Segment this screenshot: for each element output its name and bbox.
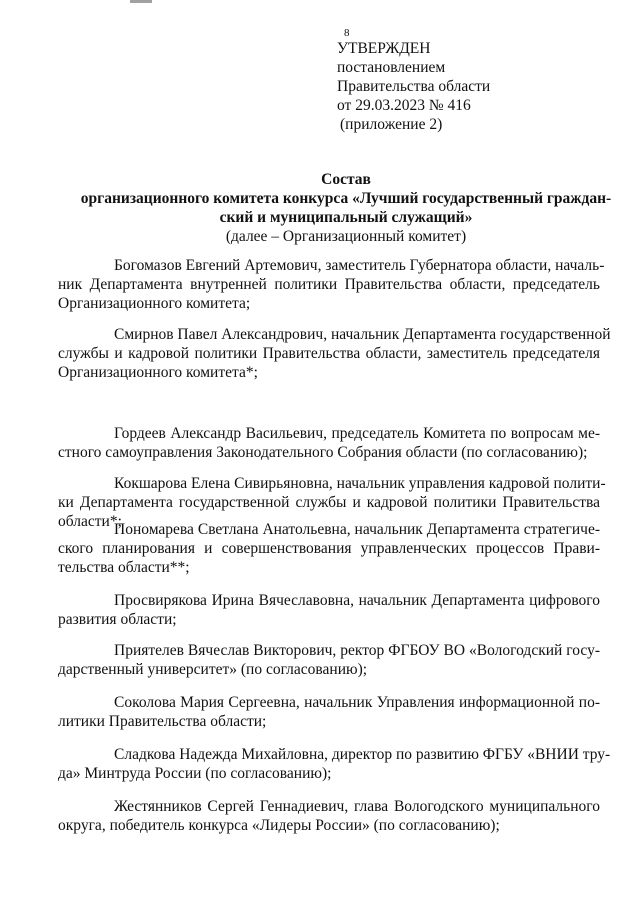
approval-line-appendix: (приложение 2) xyxy=(340,116,443,133)
member-paragraph xyxy=(58,641,600,679)
title-line-1: организационного комитета конкурса «Лучший государственный граждан- xyxy=(80,190,612,207)
scan-artifact-top xyxy=(130,0,152,3)
member-paragraph xyxy=(58,745,611,783)
member-line: Гордеев Александр Васильевич, председатель Комитета по вопросам ме- xyxy=(114,425,600,442)
member-line: Жестянников Сергей Геннадиевич, глава Вологодского муниципального xyxy=(114,798,600,815)
member-line: Кокшарова Елена Сивирьяновна, начальник управления кадровой полити- xyxy=(114,475,606,492)
member-line: службы и кадровой политики Правительства области, заместитель председателя xyxy=(58,345,600,362)
member-paragraph xyxy=(58,325,611,382)
approval-line-resolution: постановлением xyxy=(337,59,446,76)
title-heading: Состав xyxy=(321,171,371,188)
member-paragraph xyxy=(58,693,600,731)
member-line: Организационного комитета; xyxy=(58,295,251,312)
title-line-2: ский и муниципальный служащий» xyxy=(219,209,473,226)
member-line: Просвирякова Ирина Вячеславовна, начальник Департамента цифрового xyxy=(114,592,600,609)
member-line: Сладкова Надежда Михайловна, директор по развитию ФГБУ «ВНИИ тру- xyxy=(114,746,611,763)
member-line: тельства области**; xyxy=(58,559,190,576)
member-paragraph xyxy=(58,797,600,835)
page-number: 8 xyxy=(344,27,350,39)
member-line: да» Минтруда России (по согласованию); xyxy=(58,765,332,782)
member-paragraph xyxy=(58,591,600,629)
approval-line-date-number: от 29.03.2023 № 416 xyxy=(337,97,471,114)
member-paragraph xyxy=(58,520,600,577)
member-line: ник Департамента внутренней политики Правительства области, председатель xyxy=(58,276,600,293)
member-paragraph xyxy=(58,424,600,462)
approval-line-approved: УТВЕРЖДЕН xyxy=(337,40,431,57)
member-line: стного самоуправления Законодательного Собрания области (по согласованию); xyxy=(58,444,588,461)
member-line: округа, победитель конкурса «Лидеры России» (по согласованию); xyxy=(58,817,500,834)
member-line: развития области; xyxy=(58,611,177,628)
member-line: области*; xyxy=(58,513,122,530)
member-line: ского планирования и совершенствования управленческих процессов Прави- xyxy=(58,540,600,557)
member-line: Приятелев Вячеслав Викторович, ректор ФГБОУ ВО «Вологодский госу- xyxy=(114,642,600,659)
approval-line-government: Правительства области xyxy=(337,78,491,95)
member-line: дарственный университет» (по согласованию); xyxy=(58,661,368,678)
member-line: Пономарева Светлана Анатольевна, начальник Департамента стратегиче- xyxy=(114,521,600,538)
title-line-3: (далее – Организационный комитет) xyxy=(225,228,467,245)
member-line: Богомазов Евгений Артемович, заместитель Губернатора области, началь- xyxy=(114,257,605,274)
member-line: Смирнов Павел Александрович, начальник Департамента государственной xyxy=(114,326,611,343)
document-title xyxy=(60,170,632,246)
member-line: литики Правительства области; xyxy=(58,713,267,730)
member-paragraph xyxy=(58,256,605,313)
approval-block xyxy=(337,39,490,134)
member-line: Соколова Мария Сергеевна, начальник Управления информационной по- xyxy=(114,694,600,711)
member-line: Организационного комитета*; xyxy=(58,364,258,381)
member-line: ки Департамента государственной службы и кадровой политики Правительства xyxy=(58,494,600,511)
